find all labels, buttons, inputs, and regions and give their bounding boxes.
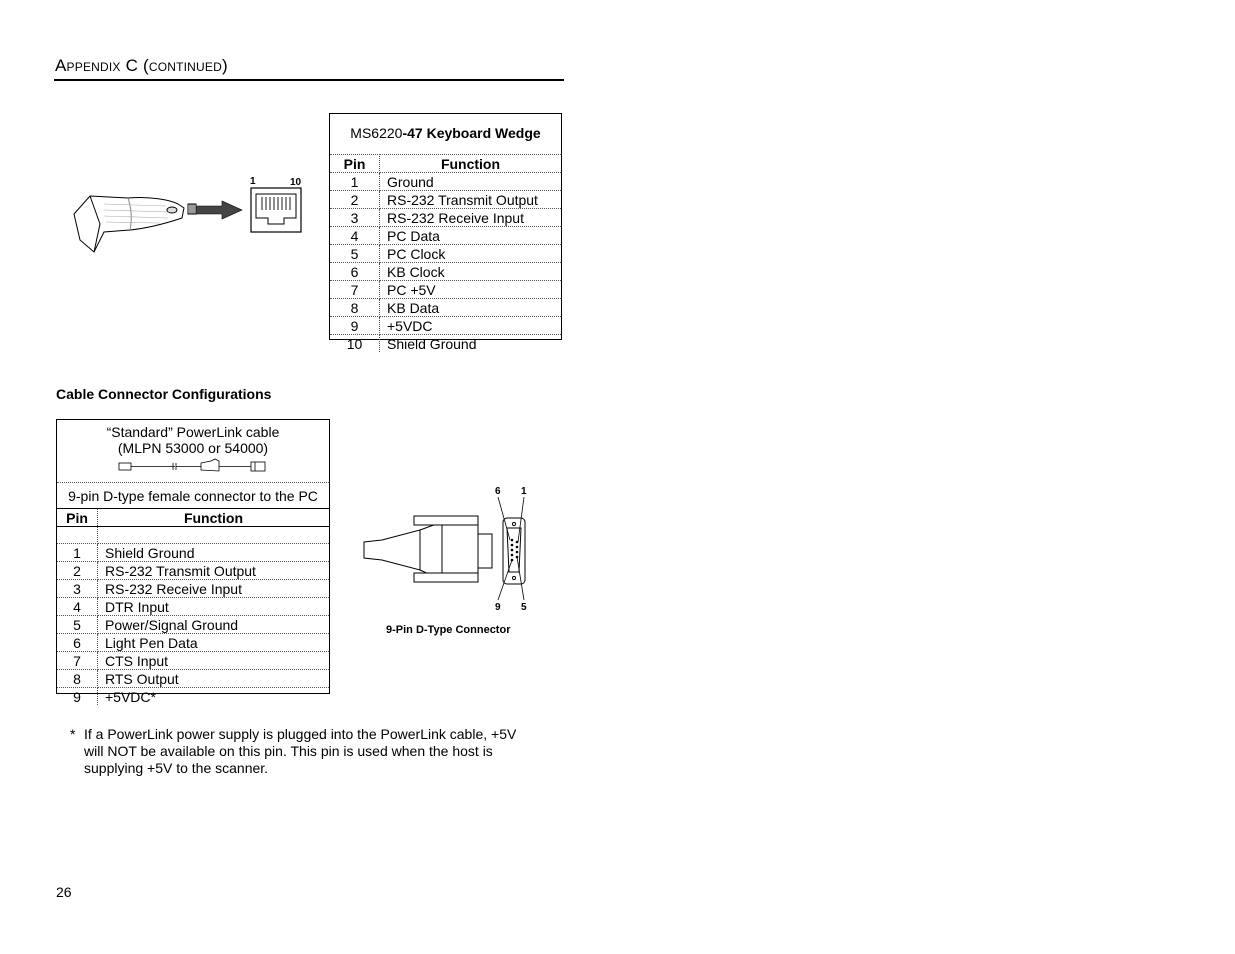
table-row: 3 RS-232 Receive Input [330,209,561,227]
connector-description: 9-pin D-type female connector to the PC [57,482,329,508]
table-row: 9 +5VDC* [57,688,329,706]
table-row: 8 KB Data [330,299,561,317]
footnote-marker: * [70,726,76,742]
table-row: 1 Shield Ground [57,544,329,562]
page-number: 26 [56,884,72,900]
keyboard-wedge-pin-table [329,113,562,352]
pin-column-header: Pin [57,509,98,527]
db9-pin-label-1: 1 [521,486,527,497]
function-column-header: Function [380,155,562,173]
cable-caption: “Standard” PowerLink cable (MLPN 53000 or 54000) [106,424,280,456]
function-column-header: Function [98,509,330,527]
table-row: 6 Light Pen Data [57,634,329,652]
jack-pin-label-right: 10 [290,177,302,188]
db9-connector-illustration [362,484,532,616]
db9-pin-label-5: 5 [521,602,527,613]
keyboard-wedge-caption: MS6220-47 Keyboard Wedge [350,125,541,141]
table-row: 9 +5VDC [330,317,561,335]
cable-pin-function-table [57,508,329,705]
db9-pin-label-9: 9 [495,602,501,613]
table-row: 3 RS-232 Receive Input [57,580,329,598]
table-row: 7 CTS Input [57,652,329,670]
table-row: 2 RS-232 Transmit Output [57,562,329,580]
table-row: 4 PC Data [330,227,561,245]
scanner-connector-illustration [70,170,310,260]
jack-pin-label-left: 1 [250,176,256,187]
db9-pin-label-6: 6 [495,486,501,497]
cable-illustration [115,457,271,477]
keyboard-wedge-table [330,154,561,352]
footnote-text: If a PowerLink power supply is plugged into the PowerLink cable, +5V will NOT be available on this pin. This pin is used when the host is supplying +5V to the scanner. [84,726,517,776]
table-row: 5 PC Clock [330,245,561,263]
table-row: 1 Ground [330,173,561,191]
table-row: 8 RTS Output [57,670,329,688]
table-row: 5 Power/Signal Ground [57,616,329,634]
table-row: 6 KB Clock [330,263,561,281]
pin-column-header: Pin [330,155,380,173]
cable-pin-table [56,419,330,705]
table-row: 2 RS-232 Transmit Output [330,191,561,209]
page-header-title: Appendix C (continued) [55,56,228,75]
table-row: 10 Shield Ground [330,335,561,353]
table-row: 4 DTR Input [57,598,329,616]
section-heading: Cable Connector Configurations [56,386,272,402]
header-rule [54,79,564,81]
table-row [57,527,329,544]
table-row: 7 PC +5V [330,281,561,299]
db9-caption: 9-Pin D-Type Connector [386,624,511,636]
